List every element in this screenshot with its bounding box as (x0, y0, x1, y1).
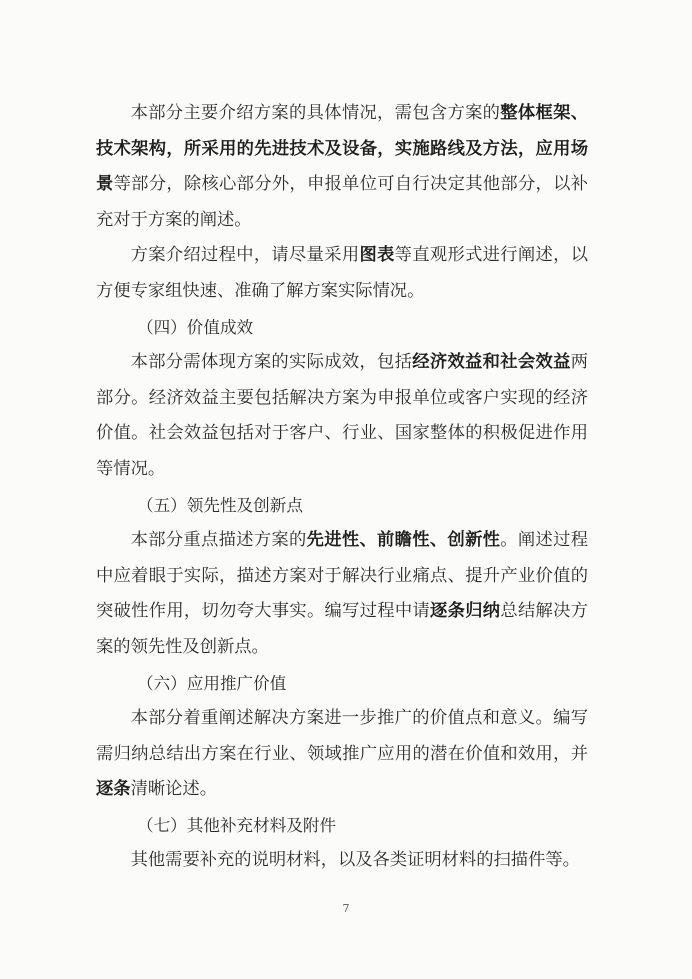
heading-text: （六）应用推广价值 (137, 673, 287, 693)
section-heading-promotion-value (96, 666, 588, 702)
text-segment: 等部分，除核心部分外，申报单位可自行决定其他部分，以补充对于方案的阐述。 (96, 174, 588, 230)
document-body (96, 96, 588, 879)
heading-text: （五）领先性及创新点 (137, 495, 303, 515)
section-heading-supplementary (96, 808, 588, 844)
text-segment: 本部分着重阐述解决方案进一步推广的价值点和意义。编写需归纳总结出方案在行业、领域推广应用的潜在价值和效用，并 (96, 708, 588, 764)
text-segment: 方案介绍过程中，请尽量采用 (130, 245, 360, 266)
bold-text-segment: 逐条 (96, 779, 131, 800)
text-segment: 其他需要补充的说明材料，以及各类证明材料的扫描件等。 (130, 850, 580, 871)
text-segment: 本部分主要介绍方案的具体情况，需包含方案的 (130, 103, 501, 123)
paragraph-solution-intro (96, 96, 588, 238)
section-heading-leadership-innovation (96, 488, 588, 524)
paragraph-supplementary (96, 843, 588, 879)
text-segment: 本部分重点描述方案的 (130, 530, 307, 551)
text-segment: 总结解决方案的领先性及创新点。 (96, 601, 588, 657)
bold-text-segment: 经济效益和社会效益 (412, 352, 571, 373)
paragraph-value-results (96, 345, 588, 487)
text-segment: 等直观形式进行阐述，以方便专家组快速、准确了解方案实际情况。 (96, 245, 588, 301)
text-segment: 。阐述过程中应着眼于实际，描述方案对于解决行业痛点、提升产业价值的突破性作用，切勿夸大事实。编写过程中请 (96, 530, 588, 622)
bold-text-segment: 逐条归纳 (430, 601, 501, 622)
heading-text: （四）价值成效 (137, 317, 254, 337)
text-segment: 两部分。经济效益主要包括解决方案为申报单位或客户实现的经济价值。社会效益包括对于客户、行业、国家整体的积极促进作用等情况。 (96, 352, 588, 479)
bold-text-segment: 图表 (359, 245, 395, 266)
text-segment: 清晰论述。 (130, 779, 217, 800)
bold-text-segment: 先进性、前瞻性、创新性 (306, 530, 501, 551)
text-segment: 本部分需体现方案的实际成效，包括 (130, 352, 413, 373)
section-heading-value-results (96, 310, 588, 346)
bold-text-segment: 整体框架、技术架构，所采用的先进技术及设备，实施路线及方法，应用场景 (96, 103, 588, 195)
paragraph-promotion-value (96, 701, 588, 808)
paragraph-chart-guidance (96, 238, 588, 309)
heading-text: （七）其他补充材料及附件 (137, 815, 337, 835)
paragraph-leadership-innovation (96, 523, 588, 665)
page-number: 7 (342, 902, 350, 915)
